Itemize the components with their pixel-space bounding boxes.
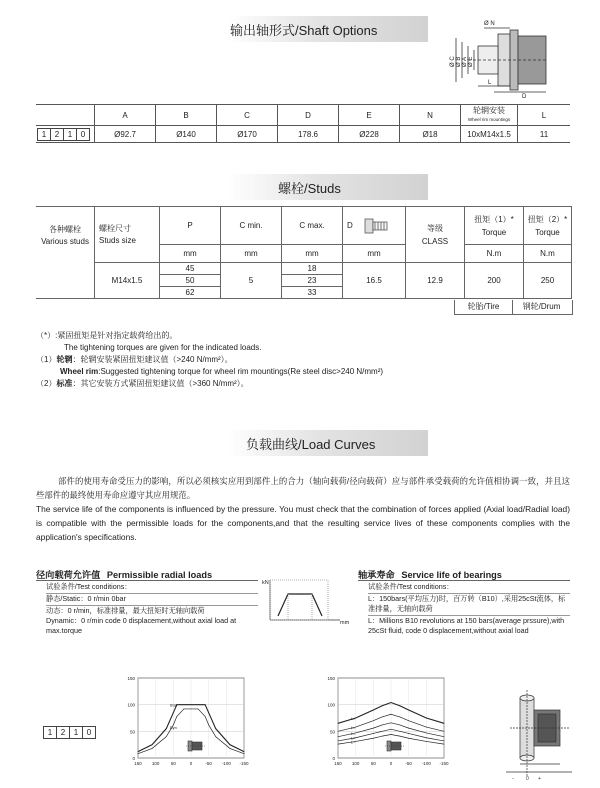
studs-title: 螺栓/Studs (278, 181, 341, 196)
class-value: 12.9 (406, 263, 465, 299)
col-n: N (400, 105, 461, 126)
y-tick-label: 150 (127, 676, 135, 681)
data-point (391, 734, 392, 735)
studs-footer-drum: 钢轮/Drum (511, 300, 573, 315)
series-label: L= (350, 716, 356, 721)
bearing-cn: L：150bars(平均压力)时，百万转（B10）,采用25cSt流体，标准排量，无轴向载荷 (368, 593, 570, 614)
data-point (138, 753, 139, 754)
data-point (399, 731, 400, 732)
data-point (408, 733, 409, 734)
torque1-cn: 扭矩（1）* (474, 214, 514, 224)
p-header: P (160, 207, 221, 245)
data-point (382, 717, 383, 718)
torque1-header (465, 207, 524, 245)
data-point (338, 736, 339, 737)
radial-heading-cn: 径向载荷允许值 (36, 570, 101, 580)
data-point (191, 704, 192, 705)
x-tick-label: -50 (405, 761, 412, 766)
d-header (343, 207, 406, 245)
cmax-value: 33 (282, 287, 343, 299)
unit-cmin: mm (221, 245, 282, 263)
val-hub: 10xM14x1.5 (461, 126, 518, 143)
data-point (355, 718, 356, 719)
data-point (391, 714, 392, 715)
data-point (373, 738, 374, 739)
note2-cn: ：轮辋安装紧固扭矩建议值（>240 N/mm²）。 (72, 355, 233, 364)
note2-en-bold: Wheel rim (60, 367, 99, 376)
unit-p: mm (160, 245, 221, 263)
series-label: L= (350, 735, 356, 741)
data-point (208, 725, 209, 726)
studs-footer-tire: 轮胎/Tire (454, 300, 513, 315)
studs-table (36, 206, 572, 299)
data-point (205, 716, 206, 717)
p-value: 62 (160, 287, 221, 299)
data-point (426, 741, 427, 742)
code-digit: 0 (82, 726, 96, 739)
torque1-value: 200 (465, 263, 524, 299)
data-point (382, 736, 383, 737)
torque2-en: Torque (535, 227, 560, 237)
code-digit: 1 (43, 726, 57, 739)
studs-size-en: Studs size (99, 235, 136, 245)
data-point (166, 736, 167, 737)
radial-heading-rule (36, 580, 258, 581)
studs-size-header (95, 207, 160, 263)
note1-cn: :紧固扭矩是针对指定载荷给出的。 (55, 331, 178, 340)
x-tick-label: 100 (151, 761, 160, 766)
note1-en: The tightening torques are given for the indicated loads. (64, 343, 262, 352)
y-tick-label: 50 (329, 729, 335, 735)
motor-icon (186, 738, 206, 754)
unit-d: mm (343, 245, 406, 263)
radial-heading-en: Permissible radial loads (106, 570, 213, 580)
y-tick-label: 50 (129, 729, 135, 735)
val-e: Ø228 (339, 126, 400, 143)
bearing-heading-en: Service life of bearings (401, 570, 502, 580)
hub-cn: 轮辋安装 (473, 106, 505, 115)
col-a: A (95, 105, 156, 126)
data-point (338, 744, 339, 745)
data-point (152, 748, 153, 749)
data-point (391, 722, 392, 723)
torque2-value: 250 (524, 263, 572, 299)
y-tick-label: 100 (127, 702, 135, 708)
cmax-header: C max. (282, 207, 343, 245)
val-l: 11 (518, 126, 571, 143)
label-b: Ø B (456, 56, 462, 67)
data-point (208, 712, 209, 713)
val-c: Ø170 (217, 126, 278, 143)
x-tick-label: -150 (439, 761, 449, 766)
label-c: Ø C (450, 56, 456, 67)
data-point (138, 751, 139, 752)
bearing-heading-cn: 轴承寿命 (358, 570, 395, 580)
radial-cond-label: 试验条件/Test conditions： (46, 582, 132, 591)
data-point (373, 710, 374, 711)
note3-cn-bold: 标准 (56, 379, 73, 388)
data-point (184, 709, 185, 710)
col-d: D (278, 105, 339, 126)
data-point (426, 737, 427, 738)
d-header-label: D (347, 220, 353, 230)
unit-t1: N.m (465, 245, 524, 263)
val-n: Ø18 (400, 126, 461, 143)
p-value: 50 (160, 275, 221, 287)
x-tick-label: 150 (134, 761, 142, 766)
radial-static: 静态/Static：0 r/min 0bar (46, 593, 258, 604)
data-point (198, 709, 199, 710)
motor-icon (385, 738, 405, 754)
cmax-value: 18 (282, 263, 343, 275)
x-tick-label: -100 (221, 761, 231, 766)
data-point (382, 731, 383, 732)
data-point (391, 702, 392, 703)
data-point (408, 728, 409, 729)
data-point (166, 728, 167, 729)
code-digit: 1 (37, 128, 51, 141)
x-tick-label: 0 (389, 761, 393, 766)
data-point (373, 720, 374, 721)
torque2-cn: 扭矩（2）* (527, 214, 568, 224)
bearing-conditions (368, 582, 570, 636)
col-l: L (518, 105, 571, 126)
data-point (244, 753, 245, 754)
y-tick-label: 0 (132, 756, 135, 761)
x-tick-label: 100 (351, 761, 360, 766)
note3-mark: （2） (36, 379, 57, 388)
data-point (173, 712, 174, 713)
data-point (399, 717, 400, 718)
data-point (399, 705, 400, 706)
data-point (408, 738, 409, 739)
data-point (338, 723, 339, 724)
shaft-table (36, 104, 570, 143)
data-point (215, 736, 216, 737)
various-studs (36, 225, 95, 299)
stud-icon (361, 214, 391, 238)
note2-mark: （1） (36, 355, 57, 364)
x-tick-label: 50 (370, 761, 376, 766)
various-cn: 各种螺栓 (49, 225, 81, 235)
data-point (444, 731, 445, 732)
bearing-life-chart (318, 672, 458, 772)
y-tick-label: 150 (327, 676, 335, 681)
label-d: D (522, 94, 527, 100)
mini-mm: mm (340, 620, 350, 626)
data-point (191, 709, 192, 710)
various-en: Various studs (41, 237, 89, 247)
svg-text:-: - (512, 776, 514, 782)
wheel-motor-illustration (502, 690, 576, 782)
class-en: CLASS (421, 236, 449, 246)
bearing-heading (358, 567, 502, 581)
code-digit: 1 (63, 128, 77, 141)
data-point (355, 737, 356, 738)
data-point (230, 744, 231, 745)
shaft-drawing (448, 16, 558, 100)
note3-cn: ：其它安装方式紧固扭矩建议值（>360 N/mm²）。 (72, 379, 249, 388)
bearing-heading-rule (358, 580, 570, 581)
x-tick-label: -150 (239, 761, 249, 766)
torque1-en: Torque (481, 227, 507, 237)
radial-dyn-cn: 动态：0 r/min，标准排量，最大扭矩时无轴向载荷 (46, 605, 258, 616)
data-point (408, 720, 409, 721)
x-tick-label: -50 (205, 761, 212, 766)
data-point (215, 728, 216, 729)
x-tick-label: -100 (421, 761, 431, 766)
data-point (177, 716, 178, 717)
code-digit: 1 (69, 726, 83, 739)
val-d: 178.6 (278, 126, 339, 143)
loads-para-cn: 部件的使用寿命受压力的影响，所以必须核实应用到部件上的合力（轴向载荷/径向载荷）应与部件承受载荷的允许值相协调一致，并且这些部件的最终使用寿命应遵守其应用规范。 (36, 476, 570, 500)
shaft-code (36, 126, 95, 143)
data-point (373, 733, 374, 734)
cmax-value: 23 (282, 275, 343, 287)
code-digit: 2 (50, 128, 64, 141)
code-digit: 0 (76, 128, 90, 141)
series-label: Stat (169, 702, 177, 708)
svg-text:0: 0 (526, 776, 529, 782)
label-l: L (488, 80, 492, 86)
data-point (355, 733, 356, 734)
col-b: B (156, 105, 217, 126)
loads-title: 负载曲线/Load Curves (246, 437, 376, 452)
studs-size-cn: 螺栓尺寸 (99, 223, 131, 233)
notes-block (36, 330, 556, 390)
cmin-value: 5 (221, 263, 282, 299)
data-point (373, 728, 374, 729)
series-label: L= (350, 725, 356, 731)
mini-kn: kN (262, 580, 269, 586)
data-point (355, 741, 356, 742)
data-point (338, 741, 339, 742)
data-point (444, 736, 445, 737)
x-tick-label: 0 (189, 761, 193, 766)
loads-code (44, 726, 96, 739)
data-point (338, 731, 339, 732)
radial-dyn-en: Dynamic：0 r/min code 0 displacement,without axial load at max.torque (46, 616, 237, 635)
data-point (408, 710, 409, 711)
class-header (406, 207, 465, 263)
load-profile-mini (262, 576, 354, 628)
data-point (184, 704, 185, 705)
data-point (355, 727, 356, 728)
val-a: Ø92.7 (95, 126, 156, 143)
class-cn: 等级 (427, 223, 443, 233)
radial-heading (36, 567, 212, 581)
x-tick-label: 50 (170, 761, 176, 766)
radial-load-chart (118, 672, 258, 772)
stud-size: M14x1.5 (95, 263, 160, 299)
note2-en: :Suggested tightening torque for wheel rim mountings(Re steel disc>240 N/mm²) (98, 367, 384, 376)
torque2-header (524, 207, 572, 245)
series-label: L= (350, 739, 356, 745)
loads-para-en: The service life of the components is influenced by the pressure. You must check that the combination of forces applied (Axial load/Radial load) is compatible with the permissible loads for the components,and that the resulting service lives of these components complies with the application's specifications. (36, 504, 570, 542)
data-point (391, 729, 392, 730)
data-point (244, 751, 245, 752)
y-tick-label: 100 (327, 702, 335, 708)
bearing-en: L：Millions B10 revolutions at 150 bars(average prssure),with 25cSt fluid, code 0 displacement,without axial load (368, 615, 570, 636)
data-point (399, 736, 400, 737)
label-n: Ø N (484, 21, 495, 27)
hub-en: Wheel rim mountings (467, 117, 511, 122)
data-point (444, 741, 445, 742)
data-point (444, 723, 445, 724)
unit-cmax: mm (282, 245, 343, 263)
col-c: C (217, 105, 278, 126)
label-a: Ø A (462, 56, 468, 67)
data-point (426, 733, 427, 734)
d-value: 16.5 (343, 263, 406, 299)
series-label: Dyn (169, 724, 177, 730)
cmin-header: C min. (221, 207, 282, 245)
unit-t2: N.m (524, 245, 572, 263)
data-point (382, 705, 383, 706)
code-digit: 2 (56, 726, 70, 739)
val-b: Ø140 (156, 126, 217, 143)
data-point (205, 704, 206, 705)
data-point (426, 718, 427, 719)
data-point (426, 727, 427, 728)
y-tick-label: 0 (332, 756, 335, 761)
bearing-cond-label: 试验条件/Test conditions： (368, 582, 454, 591)
shaft-title: 输出轴形式/Shaft Options (230, 23, 378, 38)
x-tick-label: 150 (334, 761, 342, 766)
data-point (230, 748, 231, 749)
note1-mark: （*） (36, 331, 56, 340)
data-point (152, 744, 153, 745)
label-e: Ø E (468, 56, 474, 67)
note2-cn-bold: 轮辋 (56, 355, 73, 364)
p-value: 45 (160, 263, 221, 275)
data-point (382, 725, 383, 726)
data-point (399, 725, 400, 726)
col-e: E (339, 105, 400, 126)
radial-conditions (46, 582, 258, 636)
data-point (444, 744, 445, 745)
data-point (198, 704, 199, 705)
col-hub (461, 105, 518, 126)
series-label: L= (350, 730, 356, 736)
svg-text:+: + (538, 776, 541, 782)
